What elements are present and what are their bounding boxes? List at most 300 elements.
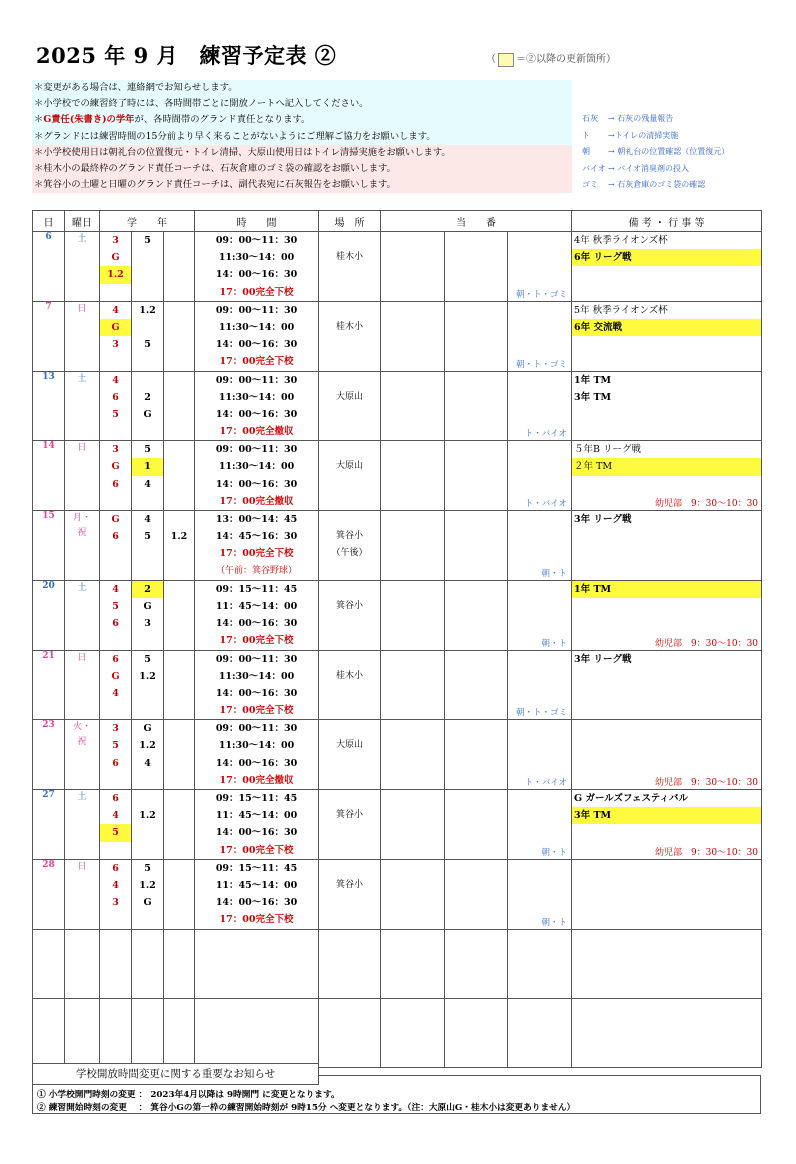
remarks-cell xyxy=(572,790,762,860)
grade-cell xyxy=(164,441,195,511)
empty-cell xyxy=(33,929,65,998)
grade-value: 1.2 xyxy=(139,670,156,682)
grade-value xyxy=(132,249,163,266)
place-name: 桂木小 xyxy=(336,252,364,263)
grade-value: 1 xyxy=(132,458,163,475)
notice-text: ＊ xyxy=(34,114,44,126)
notice-line xyxy=(32,129,572,145)
remarks-cell xyxy=(572,301,762,371)
notice-text: ＊変更がある場合は、連絡網でお知らせします。 xyxy=(34,82,238,93)
duty-cell xyxy=(508,650,572,720)
notice-line xyxy=(32,112,572,128)
place-name: 桂木小 xyxy=(336,670,364,681)
empty-cell xyxy=(164,998,195,1067)
grade-value: 4 xyxy=(144,514,151,525)
place-cell xyxy=(319,790,381,860)
grade-value xyxy=(132,824,163,841)
time-slot: 14：00〜16：30 xyxy=(215,618,298,630)
place-cell xyxy=(319,371,381,441)
grade-value: G xyxy=(111,514,120,525)
grade-value: G xyxy=(143,723,152,735)
time-slot: 17：00完全撤収 xyxy=(219,774,294,786)
remark-line: 3年 リーグ戦 xyxy=(574,653,632,665)
empty-cell xyxy=(65,998,100,1067)
time-slots xyxy=(195,650,319,720)
time-slot: 17：00完全下校 xyxy=(219,914,294,926)
abbreviation-key: ゴミ xyxy=(582,180,598,189)
remarks-cell xyxy=(572,511,762,581)
bottom-line-1: ① 小学校開門時刻の変更 ： 2023年4月以降は 9時開門 に変更となります。 xyxy=(37,1090,340,1100)
grade-cell xyxy=(100,720,132,790)
grade-value: G xyxy=(143,600,152,612)
day-number: 28 xyxy=(33,859,65,929)
time-slot: 13：00〜14：45 xyxy=(215,514,298,525)
duty-tag: 朝・ト・ゴミ xyxy=(516,708,568,719)
notice-line xyxy=(32,177,572,193)
duty-cell xyxy=(381,790,445,860)
time-slot: 09：15〜11：45 xyxy=(215,862,298,874)
grade-cell xyxy=(132,301,164,371)
weekday: 日 xyxy=(65,441,100,511)
schedule-row xyxy=(33,371,762,441)
abbreviation-row xyxy=(582,144,729,161)
abbreviation-row xyxy=(582,111,729,128)
grade-cell xyxy=(132,371,164,441)
remark-line: 3年 TM xyxy=(572,807,761,824)
time-slot: 11:30〜14：00 xyxy=(218,252,295,264)
abbreviation-row xyxy=(582,177,729,194)
notice-text: ＊小学校使用日は朝礼台の位置復元・トイレ清掃、大原山使用日はトイレ清掃実施をお願いします。 xyxy=(34,146,451,158)
duty-tag: ト・バイオ xyxy=(524,429,568,440)
duty-tag: 朝・ト xyxy=(541,638,568,649)
time-slots xyxy=(195,232,319,302)
time-slot: 09：00〜11：30 xyxy=(215,235,298,246)
notice-line xyxy=(32,161,572,177)
grade-cell xyxy=(164,580,195,650)
time-slot: 17：00完全撤収 xyxy=(219,426,294,438)
remark-line: ５年B リーグ戦 xyxy=(574,444,642,456)
remark-line: 6年 交流戦 xyxy=(572,319,761,336)
remarks-cell xyxy=(572,859,762,929)
grade-value: 1.2 xyxy=(139,304,156,316)
time-slot: 14：45〜16：30 xyxy=(215,531,298,543)
schedule-row xyxy=(33,859,762,929)
schedule-row xyxy=(33,580,762,650)
time-slot: （午前：箕谷野球） xyxy=(216,565,298,576)
grade-value: 5 xyxy=(100,824,131,841)
schedule-row xyxy=(33,301,762,371)
col-duty: 当 番 xyxy=(381,211,572,232)
day-number: 20 xyxy=(33,580,65,650)
abbreviation-desc: → 朝礼台の位置確認（位置復元） xyxy=(608,147,730,156)
time-slot: 17：00完全下校 xyxy=(219,705,294,717)
place-name: 箕谷小 xyxy=(336,879,364,890)
abbreviation-key xyxy=(582,111,729,194)
time-slot: 14：00〜16：30 xyxy=(215,687,298,699)
day-number: 21 xyxy=(33,650,65,720)
grade-cell xyxy=(132,650,164,720)
grade-value: G xyxy=(143,897,152,909)
place-spacer xyxy=(319,581,380,598)
grade-cell xyxy=(132,580,164,650)
kindergarten-time: 幼児部 9：30〜10：30 xyxy=(654,847,759,858)
day-number: 27 xyxy=(33,790,65,860)
duty-tag: 朝・ト・ゴミ xyxy=(516,359,568,370)
remark-line: 5年 秋季ライオンズ杯 xyxy=(574,304,668,316)
time-slot: 17：00完全下校 xyxy=(219,635,294,647)
grade-cell xyxy=(100,371,132,441)
col-grade: 学 年 xyxy=(100,211,195,232)
weekday: 日 xyxy=(65,301,100,371)
grade-value: 5 xyxy=(112,740,119,752)
grade-value: 6 xyxy=(112,862,119,874)
grade-cell xyxy=(164,511,195,581)
time-slots xyxy=(195,580,319,650)
empty-cell xyxy=(195,998,319,1067)
remark-line: 4年 秋季ライオンズ杯 xyxy=(574,235,668,246)
abbreviation-key: 朝 xyxy=(582,147,590,156)
grade-value: G xyxy=(111,252,120,264)
weekday: 土 xyxy=(65,580,100,650)
place-name: 大原山 xyxy=(336,391,364,402)
col-day: 日 xyxy=(33,211,65,232)
grade-value: 6 xyxy=(112,793,119,804)
col-weekday: 曜日 xyxy=(65,211,100,232)
remarks-cell xyxy=(572,580,762,650)
grade-cell xyxy=(132,511,164,581)
duty-tag: ト・バイオ xyxy=(524,499,568,509)
notice-line xyxy=(32,80,572,96)
grade-value: 4 xyxy=(144,757,151,769)
duty-cell xyxy=(508,859,572,929)
day-number: 6 xyxy=(33,232,65,302)
remarks-cell xyxy=(572,720,762,790)
time-slot: 14：00〜16：30 xyxy=(215,897,298,909)
grade-value: G xyxy=(111,461,120,473)
time-slots xyxy=(195,301,319,371)
grade-value: 2 xyxy=(144,391,151,403)
abbreviation-desc: → 石灰の残量報告 xyxy=(608,114,674,123)
grade-value: 6 xyxy=(112,618,119,630)
time-slot: 17：00完全下校 xyxy=(219,286,294,298)
grade-value: 4 xyxy=(112,687,119,699)
abbreviation-desc: →トイレの清掃実施 xyxy=(608,130,679,140)
grade-value: G xyxy=(111,670,120,682)
kindergarten-time: 幼児部 9：30〜10：30 xyxy=(654,499,759,509)
place-name: 箕谷小 xyxy=(336,600,364,611)
time-slots xyxy=(195,720,319,790)
duty-cell xyxy=(381,859,445,929)
place-spacer xyxy=(319,232,380,249)
grade-cell xyxy=(164,232,195,302)
time-slot: 17：00完全下校 xyxy=(219,844,294,856)
bottom-line-2: ② 練習開始時刻の変更 ： 箕谷小Gの第一枠の練習開始時刻が 9時15分 へ変更となります。（注：大原山G・桂木小は変更ありません） xyxy=(37,1102,576,1113)
place-name: 大原山 xyxy=(336,461,364,472)
col-time: 時 間 xyxy=(195,211,319,232)
time-slot: 17：00完全下校 xyxy=(219,548,294,560)
weekday: 土 xyxy=(65,232,100,302)
place-spacer xyxy=(319,302,380,319)
weekday: 火・ 祝 xyxy=(65,720,100,790)
remark-line: 6年 リーグ戦 xyxy=(572,249,761,266)
remarks-cell xyxy=(572,232,762,302)
grade-value: 3 xyxy=(144,618,151,630)
grade-cell xyxy=(132,720,164,790)
place-spacer xyxy=(319,651,380,668)
grade-value: 3 xyxy=(112,339,119,351)
duty-cell xyxy=(445,790,508,860)
grade-value xyxy=(164,511,194,528)
grade-cell xyxy=(164,790,195,860)
time-slots xyxy=(195,511,319,581)
grade-value: 6 xyxy=(112,531,119,543)
grade-value xyxy=(132,372,163,389)
kindergarten-time: 幼児部 9：30〜10：30 xyxy=(654,638,759,649)
abbreviation-desc: → 石灰倉庫のゴミ袋の確認 xyxy=(608,180,706,189)
grade-value xyxy=(132,685,163,702)
grade-value: 5 xyxy=(144,862,151,874)
grade-value: 4 xyxy=(112,304,119,316)
page-title: 2025 年 9 月 練習予定表 ② xyxy=(36,43,337,68)
col-remarks: 備 考 ・ 行 事 等 xyxy=(572,211,762,232)
grade-value xyxy=(132,790,163,807)
grade-value: 3 xyxy=(112,444,119,456)
grade-cell xyxy=(100,790,132,860)
grade-value: 1.2 xyxy=(170,531,188,543)
grade-cell xyxy=(164,371,195,441)
grade-cell xyxy=(164,650,195,720)
remark-line: G ガールズフェスティバル xyxy=(574,793,689,804)
remark-line: ２年 TM xyxy=(572,458,761,475)
time-slot: 17：00完全下校 xyxy=(219,356,294,368)
grade-cell xyxy=(100,441,132,511)
empty-row xyxy=(33,929,762,998)
grade-value: 3 xyxy=(112,723,119,735)
place-name: 箕谷小 xyxy=(336,531,364,542)
time-slot: 11：45〜14：00 xyxy=(215,879,298,891)
time-slots xyxy=(195,859,319,929)
notice-text: ＊小学校での練習終了時には、各時間帯ごとに開放ノートへ記入してください。 xyxy=(34,98,369,110)
time-slot: 09：00〜11：30 xyxy=(215,723,298,735)
day-number: 13 xyxy=(33,371,65,441)
notice-line xyxy=(32,145,572,161)
abbreviation-desc: → バイオ消臭剤の投入 xyxy=(608,163,690,173)
schedule-row xyxy=(33,790,762,860)
empty-cell xyxy=(33,998,65,1067)
weekday: 土 xyxy=(65,790,100,860)
grade-cell xyxy=(100,650,132,720)
place-cell xyxy=(319,232,381,302)
place-spacer xyxy=(319,511,380,528)
time-slot: 11:30〜14：00 xyxy=(218,740,295,752)
notices-box xyxy=(32,80,572,193)
duty-tag: 朝・ト・ゴミ xyxy=(516,289,568,300)
time-slot: 14：00〜16：30 xyxy=(215,827,298,839)
day-number: 14 xyxy=(33,441,65,511)
grade-value: 3 xyxy=(112,897,119,909)
empty-cell xyxy=(195,929,319,998)
place-spacer xyxy=(319,790,380,807)
time-slots xyxy=(195,371,319,441)
day-number: 23 xyxy=(33,720,65,790)
time-slot: 17：00完全撤収 xyxy=(219,495,294,507)
place-cell xyxy=(319,720,381,790)
grade-cell xyxy=(132,859,164,929)
grade-value: 6 xyxy=(112,391,119,403)
duty-cell xyxy=(508,580,572,650)
empty-cell xyxy=(132,998,164,1067)
weekday: 土 xyxy=(65,371,100,441)
grade-value: 1.2 xyxy=(139,879,156,891)
duty-cell xyxy=(445,232,508,302)
grade-cell xyxy=(100,301,132,371)
empty-cell xyxy=(100,998,132,1067)
weekday: 日 xyxy=(65,859,100,929)
duty-cell xyxy=(381,720,445,790)
place-spacer xyxy=(319,441,380,458)
remark-line: 1年 TM xyxy=(574,374,612,386)
grade-value: 1.2 xyxy=(100,266,131,283)
time-slot: 11：45〜14：00 xyxy=(215,600,298,612)
time-slot: 11:30〜14：00 xyxy=(218,391,295,403)
duty-cell xyxy=(445,511,508,581)
grade-value: 6 xyxy=(112,653,119,665)
grade-cell xyxy=(132,790,164,860)
time-slot: 14：00〜16：30 xyxy=(215,478,298,490)
notice-text: ＊桂木小の最終枠のグランド責任コーチは、石灰倉庫のゴミ袋の確認をお願いします。 xyxy=(34,162,396,174)
place-name: 箕谷小 xyxy=(336,810,364,821)
col-place: 場 所 xyxy=(319,211,381,232)
empty-cell xyxy=(445,998,508,1067)
place-cell xyxy=(319,441,381,511)
grade-cell xyxy=(164,301,195,371)
remarks-cell xyxy=(572,371,762,441)
abbreviation-row xyxy=(582,128,729,145)
grade-cell xyxy=(132,232,164,302)
notice-text-tail: が、各時間帯のグランド責任となります。 xyxy=(134,114,311,126)
empty-cell xyxy=(508,929,572,998)
remark-line: 1年 TM xyxy=(572,581,761,598)
remarks-cell xyxy=(572,650,762,720)
grade-value: 5 xyxy=(112,600,119,612)
duty-tag: 朝・ト xyxy=(541,917,568,928)
bottom-notice-text xyxy=(37,1089,575,1114)
empty-cell xyxy=(381,929,445,998)
duty-cell xyxy=(381,580,445,650)
time-slot: 11:30〜14：00 xyxy=(218,670,295,682)
notice-line xyxy=(32,96,572,112)
grade-value: 5 xyxy=(144,444,151,456)
empty-row xyxy=(33,998,762,1067)
grade-value: 4 xyxy=(112,879,119,891)
legend-text: ＝②以降の更新箇所） xyxy=(516,54,616,65)
place-cell xyxy=(319,580,381,650)
grade-cell xyxy=(132,441,164,511)
grade-value: 5 xyxy=(144,235,151,246)
grade-value: 5 xyxy=(144,531,151,543)
day-number: 7 xyxy=(33,301,65,371)
remark-line: 3年 リーグ戦 xyxy=(574,514,632,525)
schedule-row xyxy=(33,720,762,790)
grade-value: 4 xyxy=(112,374,119,386)
schedule-row xyxy=(33,441,762,511)
empty-cell xyxy=(572,929,762,998)
duty-cell xyxy=(445,720,508,790)
weekday: 月・ 祝 xyxy=(65,511,100,581)
place-spacer xyxy=(319,860,380,877)
schedule-row xyxy=(33,511,762,581)
place-name: 桂木小 xyxy=(336,321,364,332)
empty-cell xyxy=(319,998,381,1067)
abbreviation-row xyxy=(582,161,729,178)
duty-cell xyxy=(508,232,572,302)
place-cell xyxy=(319,859,381,929)
notice-text: ＊箕谷小の土曜と日曜のグランド責任コーチは、副代表宛に石灰報告をお願いします。 xyxy=(34,179,396,191)
grade-value: 4 xyxy=(112,583,119,595)
empty-cell xyxy=(445,929,508,998)
duty-cell xyxy=(381,441,445,511)
time-slot: 09：00〜11：30 xyxy=(215,444,298,456)
empty-cell xyxy=(572,998,762,1067)
duty-cell xyxy=(381,650,445,720)
schedule-row xyxy=(33,650,762,720)
day-number: 15 xyxy=(33,511,65,581)
place-name: 大原山 xyxy=(336,740,364,751)
time-slots xyxy=(195,441,319,511)
grade-value xyxy=(132,319,163,336)
empty-cell xyxy=(100,929,132,998)
time-slot: 14：00〜16：30 xyxy=(215,269,298,281)
duty-tag: 朝・ト xyxy=(541,847,568,858)
legend-open: （ xyxy=(486,54,496,65)
duty-cell xyxy=(445,859,508,929)
place-cell xyxy=(319,650,381,720)
grade-value: 5 xyxy=(144,339,151,351)
grade-cell xyxy=(100,580,132,650)
place-name: （午後） xyxy=(331,548,368,559)
notice-highlight: G責任(朱書き)の学年 xyxy=(43,114,135,126)
duty-cell xyxy=(508,301,572,371)
grade-value: 6 xyxy=(112,478,119,490)
time-slot: 14：00〜16：30 xyxy=(215,339,298,351)
grade-value: G xyxy=(100,319,131,336)
empty-cell xyxy=(319,929,381,998)
duty-cell xyxy=(445,371,508,441)
grade-value: G xyxy=(143,408,152,420)
grade-cell xyxy=(100,232,132,302)
duty-tag: 朝・ト xyxy=(541,568,568,579)
grade-cell xyxy=(100,511,132,581)
time-slot: 09：15〜11：45 xyxy=(215,793,298,804)
duty-cell xyxy=(381,511,445,581)
abbreviation-key: 石灰 xyxy=(582,114,598,123)
time-slot: 09：00〜11：30 xyxy=(215,304,298,316)
grade-value: 1.2 xyxy=(139,740,156,752)
table-header-row xyxy=(33,211,762,232)
remark-line: 3年 TM xyxy=(574,391,612,403)
grade-value: 4 xyxy=(112,810,119,822)
grade-cell xyxy=(164,859,195,929)
schedule-row xyxy=(33,232,762,302)
abbreviation-key: バイオ xyxy=(582,163,606,173)
duty-cell xyxy=(445,301,508,371)
notice-text: ＊グランドには練習時間の15分前より早く来ることがないようにご理解ご協力をお願いします。 xyxy=(34,130,436,142)
grade-value: 3 xyxy=(112,235,119,246)
duty-cell xyxy=(508,790,572,860)
grade-value: 5 xyxy=(144,653,151,665)
time-slot: 14：00〜16：30 xyxy=(215,408,298,420)
bottom-notice-title: 学校開放時間変更に関する重要なお知らせ xyxy=(32,1063,319,1085)
